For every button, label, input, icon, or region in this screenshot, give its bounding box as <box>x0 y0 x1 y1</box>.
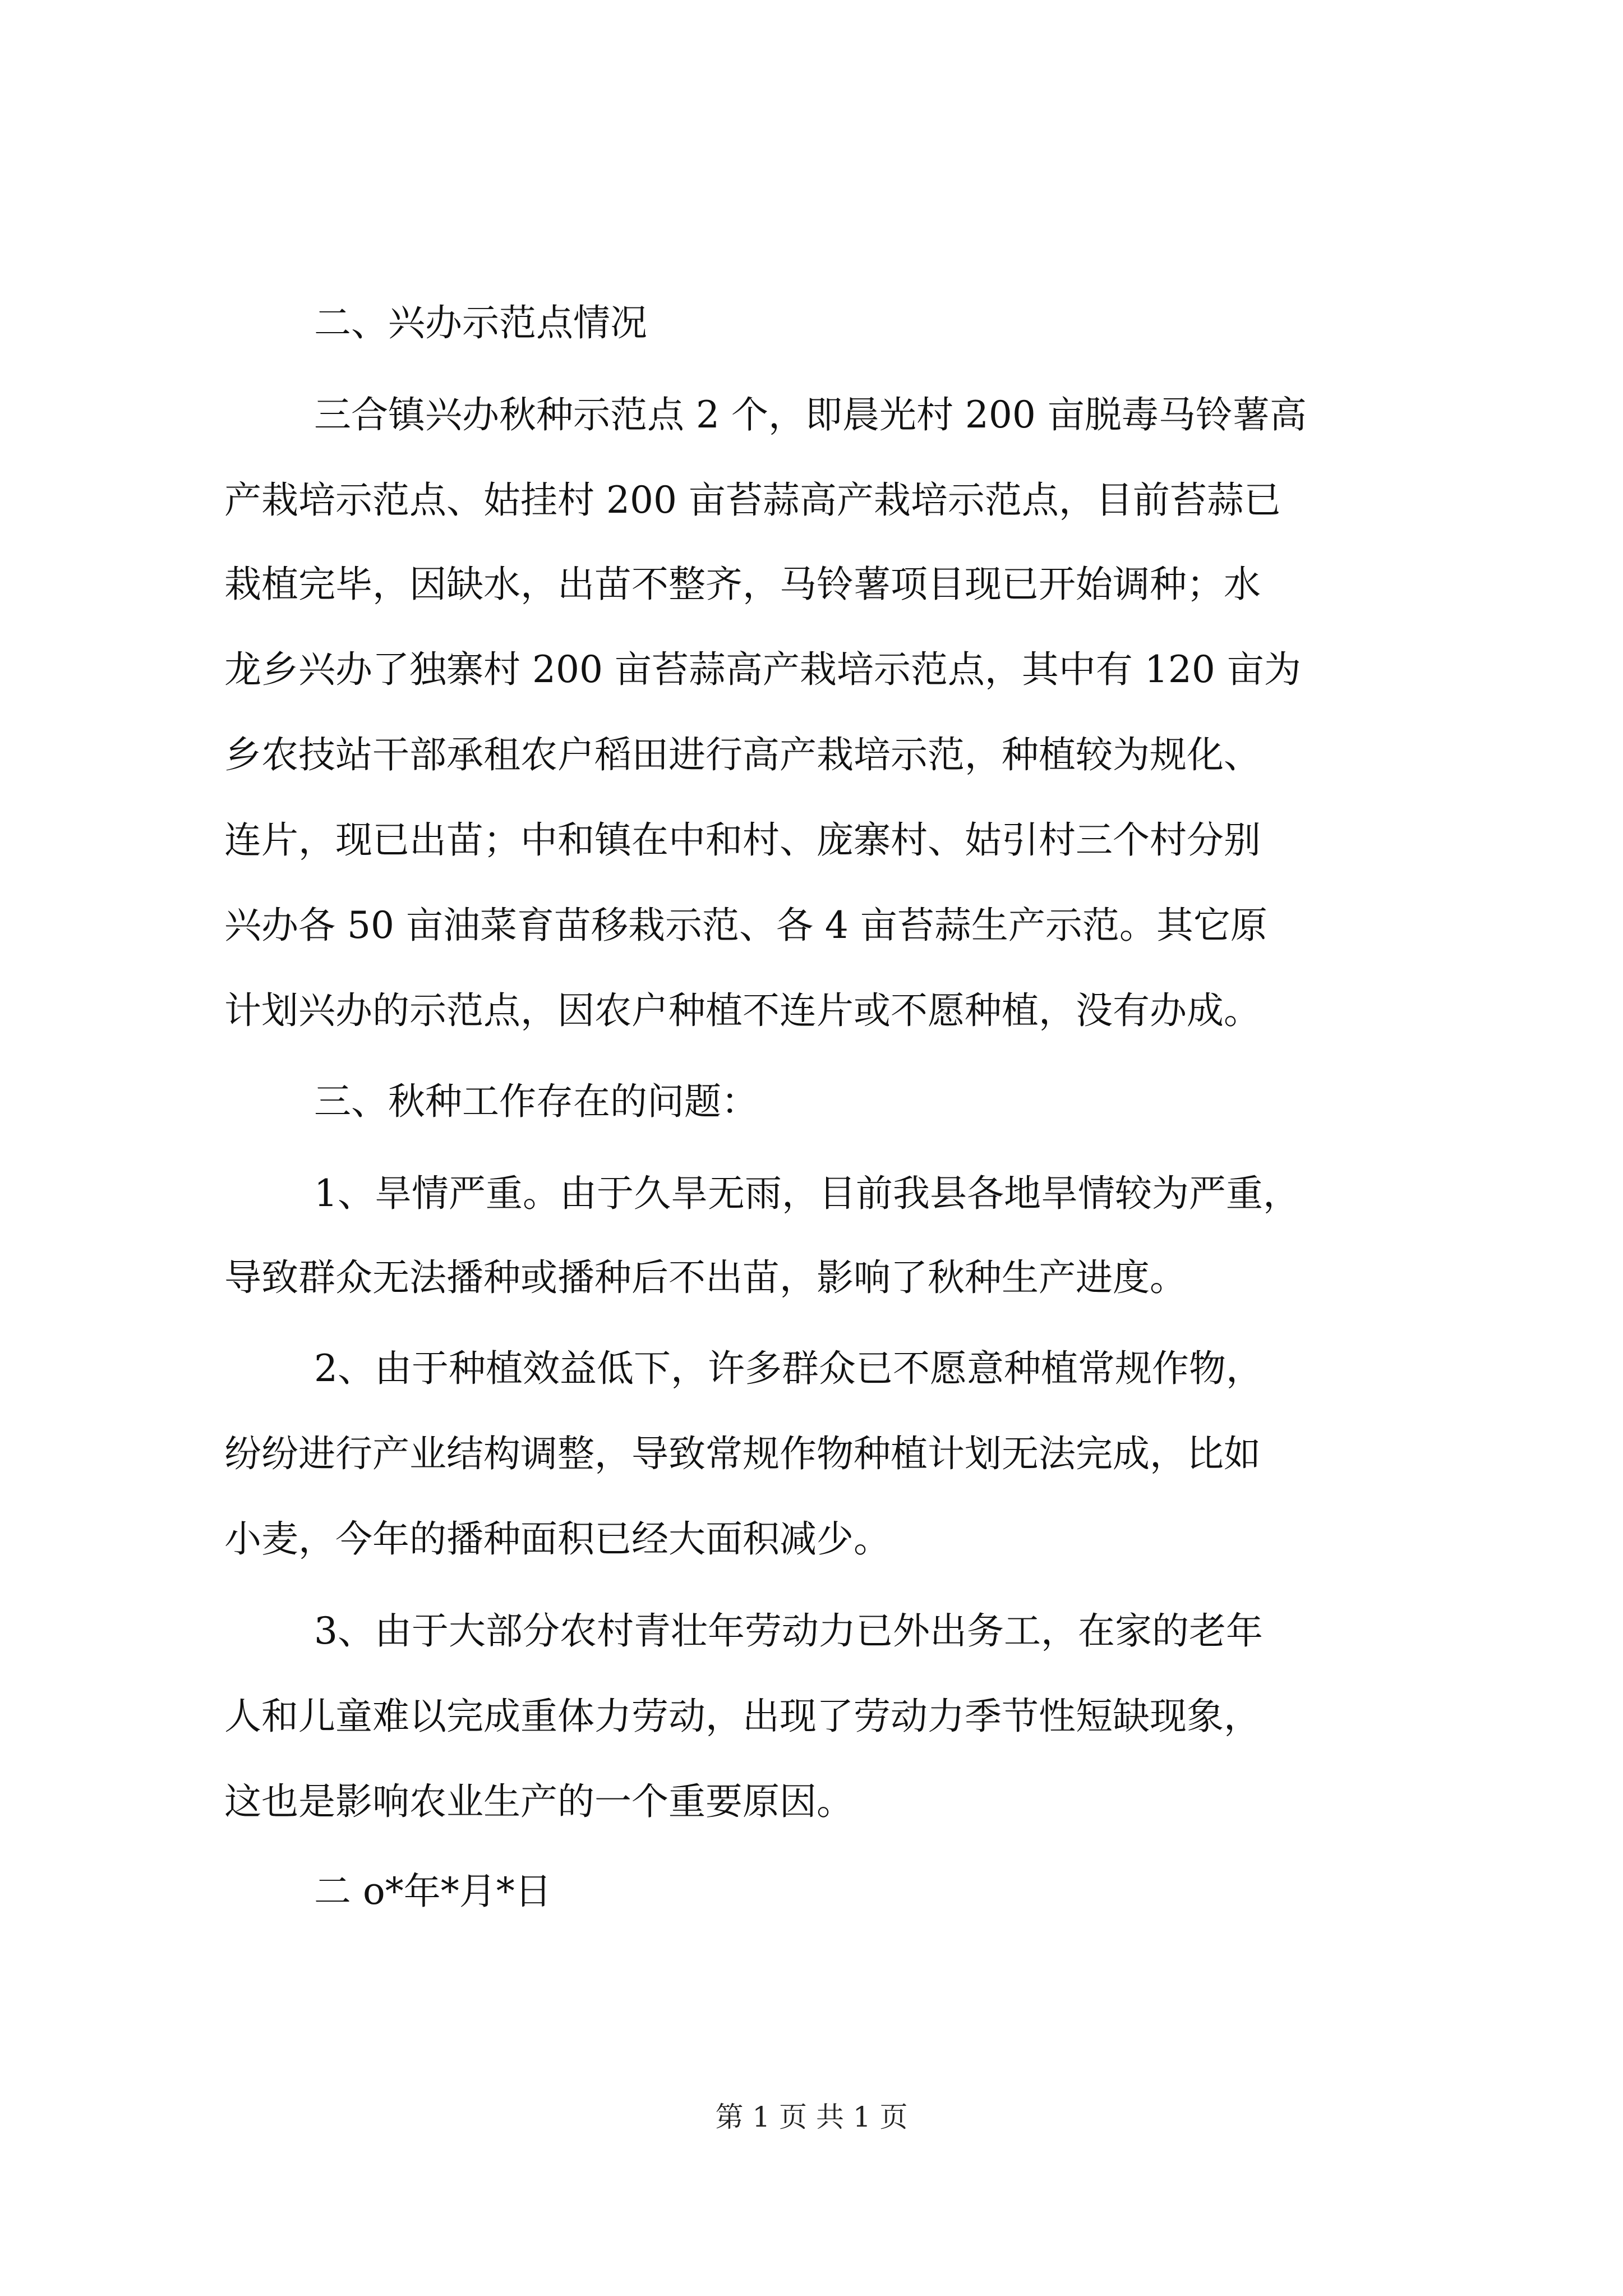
section-heading-problems: 三、秋种工作存在的问题： <box>314 1080 758 1123</box>
paragraph-line: 乡农技站干部承租农户稻田进行高产栽培示范，种植较为规化、 <box>224 733 1261 776</box>
document-date: 二 o*年*月*日 <box>314 1870 552 1913</box>
section-heading-demo-sites: 二、兴办示范点情况 <box>314 301 647 344</box>
paragraph-line: 导致群众无法播种或播种后不出苗，影响了秋种生产进度。 <box>224 1256 1187 1299</box>
paragraph-line: 2、由于种植效益低下，许多群众已不愿意种植常规作物， <box>314 1347 1263 1390</box>
paragraph-line: 这也是影响农业生产的一个重要原因。 <box>224 1780 854 1823</box>
page-footer <box>0 2100 1623 2134</box>
paragraph-line: 三合镇兴办秋种示范点 2 个，即晨光村 200 亩脱毒马铃薯高 <box>314 393 1307 436</box>
paragraph-line: 兴办各 50 亩油菜育苗移栽示范、各 4 亩苔蒜生产示范。其它原 <box>224 904 1267 947</box>
paragraph-line: 小麦，今年的播种面积已经大面积减少。 <box>224 1517 891 1561</box>
paragraph-line: 连片，现已出苗；中和镇在中和村、庞寨村、姑引村三个村分别 <box>224 818 1261 862</box>
paragraph-line: 人和儿童难以完成重体力劳动，出现了劳动力季节性短缺现象， <box>224 1695 1261 1738</box>
paragraph-line: 龙乡兴办了独寨村 200 亩苔蒜高产栽培示范点，其中有 120 亩为 <box>224 648 1301 691</box>
paragraph-line: 3、由于大部分农村青壮年劳动力已外出务工，在家的老年 <box>314 1609 1263 1653</box>
paragraph-line: 栽植完毕，因缺水，出苗不整齐，马铃薯项目现已开始调种；水 <box>224 563 1261 606</box>
paragraph-line: 1、旱情严重。由于久旱无雨，目前我县各地旱情较为严重， <box>314 1172 1300 1215</box>
page-number-label: 第 1 页 共 1 页 <box>715 2101 908 2133</box>
paragraph-line: 产栽培示范点、姑挂村 200 亩苔蒜高产栽培示范点，目前苔蒜已 <box>224 478 1281 522</box>
paragraph-line: 纷纷进行产业结构调整，导致常规作物种植计划无法完成，比如 <box>224 1432 1261 1475</box>
paragraph-line: 计划兴办的示范点，因农户种植不连片或不愿种植，没有办成。 <box>224 989 1261 1032</box>
